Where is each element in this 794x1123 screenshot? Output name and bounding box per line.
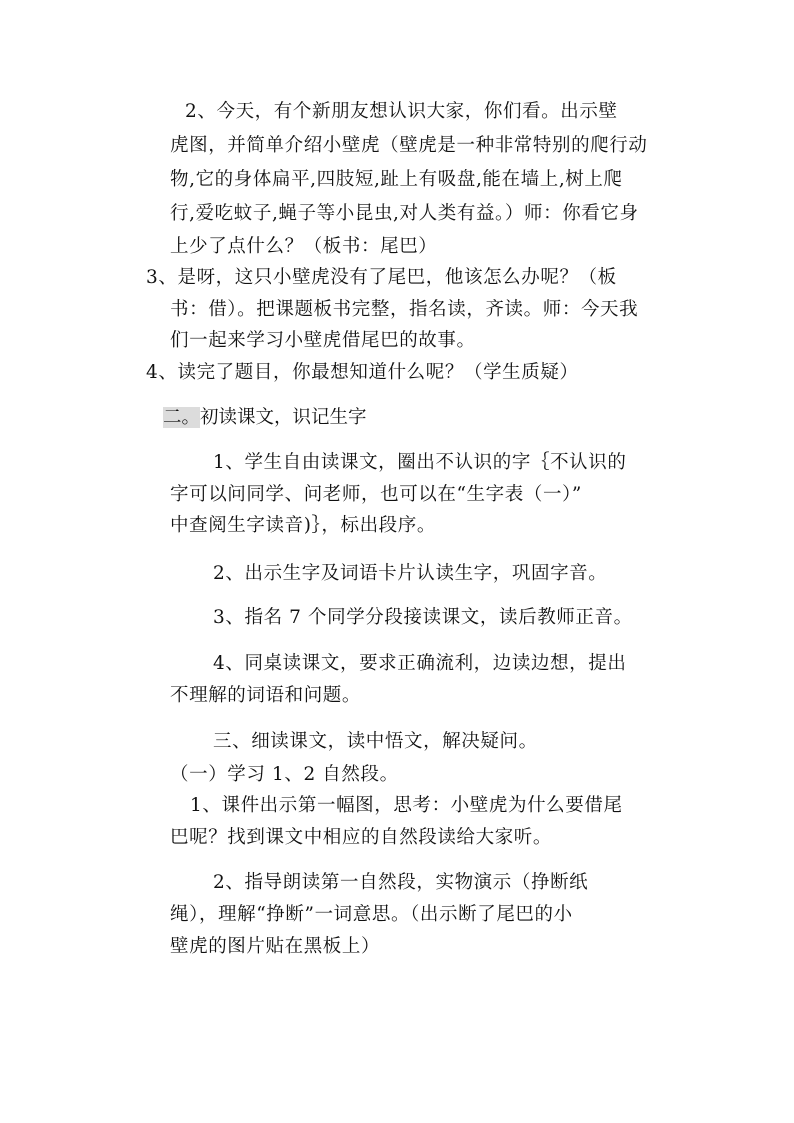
text-line: 1、课件出示第一幅图，思考：小壁虎为什么要借尾 xyxy=(190,795,623,816)
section-2-item-2: 2、出示生字及词语卡片认读生字，巩固字音。 xyxy=(213,563,608,584)
text-line: 上少了点什么？（板书：尾巴） xyxy=(170,236,438,257)
section-2-item-3: 3、指名 7 个同学分段接读课文，读后教师正音。 xyxy=(213,607,633,628)
text-line: 2、指导朗读第一自然段，实物演示（挣断纸 xyxy=(213,872,589,893)
section-3-subheading: （一）学习 1、2 自然段。 xyxy=(170,764,399,785)
text-line: 不理解的词语和问题。 xyxy=(170,685,362,706)
text-line: 2、今天，有个新朋友想认识大家，你们看。出示壁 xyxy=(185,101,618,122)
text-line: 绳），理解“挣断”一词意思。（出示断了尾巴的小 xyxy=(170,904,573,925)
text-line: 书：借）。把课题板书完整，指名读，齐读。师：今天我 xyxy=(170,299,639,320)
heading-text: 初读课文，识记生字 xyxy=(200,407,367,428)
text-line: 行,爱吃蚊子,蝇子等小昆虫,对人类有益。）师：你看它身 xyxy=(170,203,639,224)
intro-item-4: 4、读完了题目，你最想知道什么呢？（学生质疑） xyxy=(146,362,579,383)
text-line: 字可以问同学、问老师，也可以在“生字表（一）” xyxy=(170,484,582,505)
text-line: 3、是呀，这只小壁虎没有了尾巴，他该怎么办呢？（板 xyxy=(146,267,617,288)
heading-marker: 二。 xyxy=(163,407,201,428)
text-line: 巴呢？找到课文中相应的自然段读给大家听。 xyxy=(170,827,553,848)
text-line: 壁虎的图片贴在黑板上） xyxy=(170,936,381,957)
text-line: 们一起来学习小壁虎借尾巴的故事。 xyxy=(170,330,476,351)
text-line: 中查阅生字读音)｝，标出段序。 xyxy=(170,515,436,536)
text-line: 4、同桌读课文，要求正确流利，边读边想，提出 xyxy=(213,653,627,674)
text-line: 物,它的身体扁平,四肢短,趾上有吸盘,能在墙上,树上爬 xyxy=(170,169,623,190)
text-line: 虎图，并简单介绍小壁虎（壁虎是一种非常特别的爬行动 xyxy=(170,135,648,156)
text-line: 1、学生自由读课文，圈出不认识的字｛不认识的 xyxy=(213,452,627,473)
section-3-heading: 三、细读课文，读中悟文，解决疑问。 xyxy=(213,731,538,752)
